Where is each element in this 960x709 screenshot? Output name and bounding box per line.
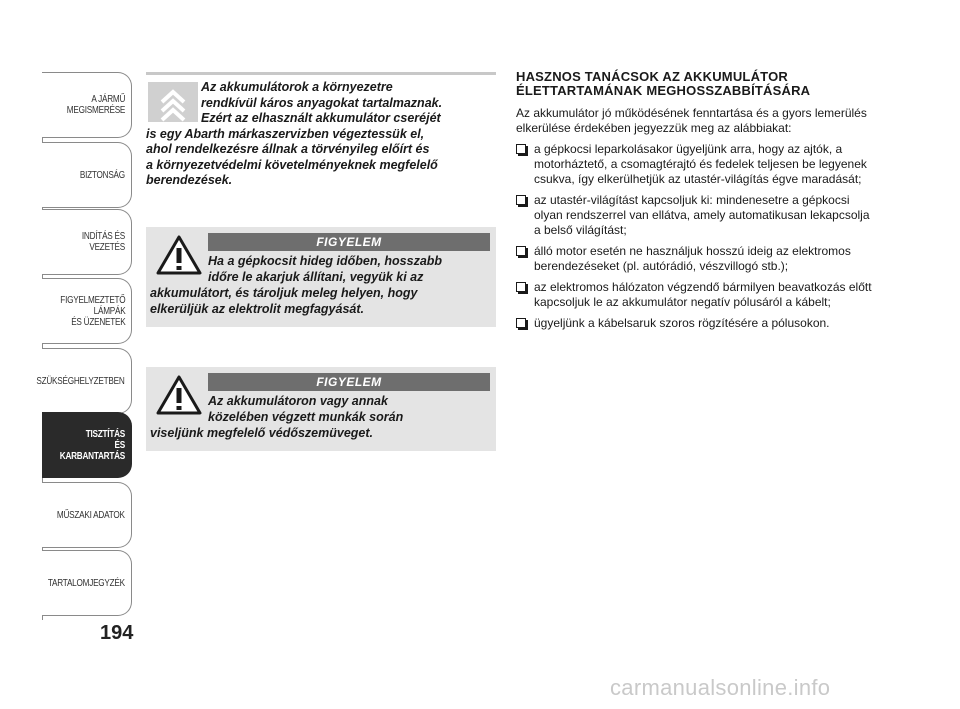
list-item (516, 280, 876, 310)
tips-title: HASZNOS TANÁCSOK AZ AKKUMULÁTOR ÉLETTARTAMÁNAK MEGHOSSZABBÍTÁSÁRA (516, 69, 811, 98)
warning-line: akkumulátort, és tároljuk meleg helyen, hogy (150, 286, 418, 300)
tip-text: a gépkocsi leparkolásakor ügyeljünk arra, hogy az ajtók, a motorháztető, a csomagtérajtó és fedelek teljesen be legyenek csukva, így elkerülhetjük az utastér-világítás égve maradását; (534, 142, 867, 186)
warning-line: időre le akarjuk állítani, vegyük ki az (208, 270, 424, 284)
warning-line: elkerüljük az elektrolit megfagyását. (150, 302, 364, 316)
watermark: carmanualsonline.info (610, 675, 831, 700)
battery-tips (516, 70, 876, 337)
warning-header: FIGYELEM (208, 373, 490, 391)
checkbox-bullet-icon (516, 282, 526, 292)
tab-label: A JÁRMŰ MEGISMERÉSE (66, 94, 125, 116)
warning-triangle-icon (156, 235, 202, 275)
tips-intro: Az akkumulátor jó működésének fenntartása és a gyors lemerülés elkerülése érdekében jegyezzük meg az alábbiakat: (516, 106, 867, 135)
note-line: rendkívül káros anyagokat tartalmaznak. (201, 95, 443, 110)
tab-safety[interactable] (42, 142, 132, 208)
tips-list (516, 142, 876, 331)
environment-note-text (146, 80, 496, 189)
environment-note (146, 80, 496, 189)
tab-warning-lights[interactable] (42, 278, 132, 344)
tab-label: MŰSZAKI ADATOK (57, 509, 125, 521)
tab-label: SZÜKSÉGHELYZETBEN (36, 375, 125, 387)
tab-contents[interactable] (42, 550, 132, 616)
warning-box-cold (146, 227, 496, 327)
page-number: 194 (100, 622, 134, 644)
recycle-chevron-icon (148, 82, 198, 122)
list-item (516, 193, 876, 238)
warning-line: közelében végzett munkák során (208, 410, 404, 424)
tip-text: az elektromos hálózaton végzendő bármilyen beavatkozás előtt kapcsoljuk le az akkumulátor negatív pólusáról a kábelt; (534, 280, 872, 309)
tip-text: álló motor esetén ne használjuk hosszú ideig az elektromos berendezéseket (pl. autórádió, vészvillogó stb.); (534, 244, 851, 273)
list-item (516, 244, 876, 274)
warning-line: Az akkumulátoron vagy annak (208, 394, 388, 408)
tab-label: FIGYELMEZTETŐ LÁMPÁK ÉS ÜZENETEK (59, 294, 125, 328)
warning-triangle-icon (156, 375, 202, 415)
warning-header: FIGYELEM (208, 233, 490, 251)
tip-text: ügyeljünk a kábelsaruk szoros rögzítésére a pólusokon. (534, 316, 830, 330)
note-line: Ezért az elhasznált akkumulátor cseréjét (201, 111, 441, 125)
tab-label: TARTALOMJEGYZÉK (48, 577, 125, 589)
tab-emergency[interactable] (36, 348, 132, 414)
warning-line: Ha a gépkocsit hideg időben, hosszabb (208, 254, 443, 268)
tab-cleaning-maintenance[interactable] (42, 412, 132, 478)
note-line: berendezések. (146, 173, 233, 187)
checkbox-bullet-icon (516, 195, 526, 205)
warning-line: viseljünk megfelelő védőszemüveget. (150, 426, 373, 440)
section-rule (146, 72, 496, 75)
tab-vehicle-overview[interactable] (42, 72, 132, 138)
note-line: ahol rendelkezésre állnak a törvényileg előírt és (146, 142, 430, 156)
checkbox-bullet-icon (516, 144, 526, 154)
tab-label: BIZTONSÁG (79, 169, 125, 181)
list-item (516, 142, 876, 187)
checkbox-bullet-icon (516, 318, 526, 328)
tip-text: az utastér-világítást kapcsoljuk ki: mindenesetre a gépkocsi olyan rendszerrel van ellátva, amely automatikusan lekapcsolja a belső világítást; (534, 193, 870, 237)
note-line: is egy Abarth márkaszervizben végeztessük el, (146, 126, 425, 141)
warning-box-goggles (146, 367, 496, 451)
list-item (516, 316, 876, 331)
note-line: Az akkumulátorok a környezetre (201, 80, 393, 94)
tab-starting-driving[interactable] (42, 209, 132, 275)
tab-label: INDÍTÁS ÉS VEZETÉS (81, 231, 125, 253)
note-line: a környezetvédelmi követelményeknek megfelelő (146, 157, 438, 172)
tab-label: TISZTÍTÁS ÉS KARBANTARTÁS (59, 428, 126, 462)
tab-technical-data[interactable] (42, 482, 132, 548)
checkbox-bullet-icon (516, 246, 526, 256)
